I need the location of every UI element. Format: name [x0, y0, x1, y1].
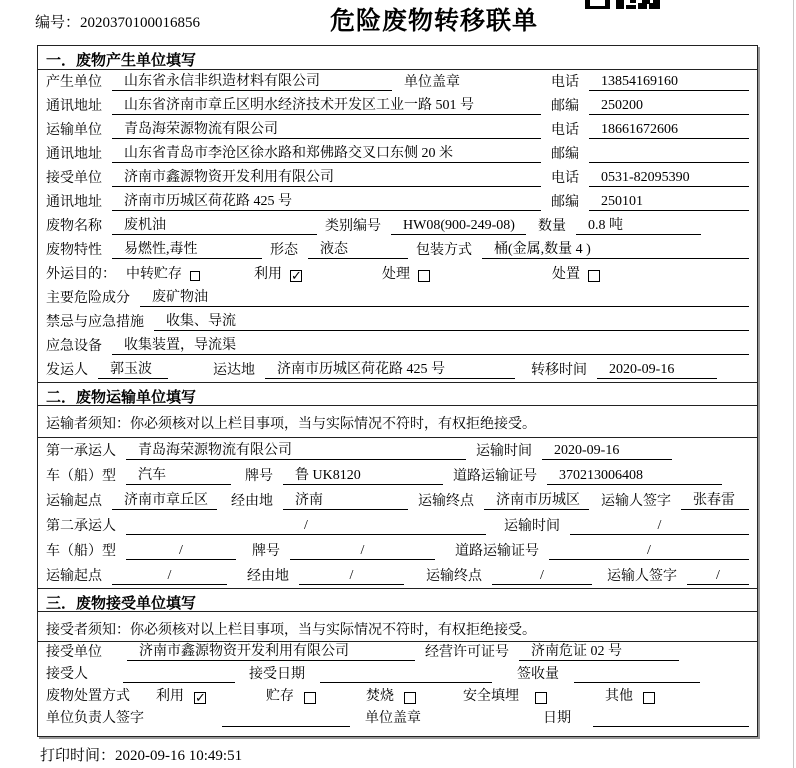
category-code-label: 类别编号: [325, 219, 381, 234]
page-right-edge: [793, 0, 794, 768]
field-route-end-1: 济南市历城区: [484, 493, 589, 510]
field-producer-address: 山东省济南市章丘区明水经济技术开发区工业一路 501 号: [112, 98, 541, 115]
unit-seal-label-2: 单位盖章: [365, 711, 421, 726]
field-transport-time-1: 2020-09-16: [542, 443, 672, 460]
field-carrier-signature-1: 张春雷: [681, 493, 749, 510]
print-time-label: 打印时间：: [40, 748, 116, 764]
other-label: 其他: [605, 689, 633, 704]
row-emergency-measures: [38, 310, 757, 334]
transfer-purpose-label: 外运目的：: [46, 267, 116, 282]
section2-header: 二．废物运输单位填写: [38, 382, 757, 406]
row-producing-unit: [38, 70, 757, 94]
field-road-permit-2: /: [549, 543, 749, 560]
checkbox-other: [643, 692, 655, 704]
row-second-carrier: [38, 513, 757, 538]
field-responsible-signature: [222, 710, 350, 727]
checkbox-transit-storage: [190, 271, 200, 281]
field-consignor: 郭玉波: [98, 362, 168, 379]
field-vehicle-type-2: /: [126, 543, 236, 560]
field-producer-phone: 13854169160: [589, 74, 749, 91]
row-transporter-address: [38, 142, 757, 166]
option-incinerate: [366, 689, 416, 705]
utilize-label: 利用: [254, 267, 282, 282]
transporter-notice: 运输者须知：你必须核对以上栏目事项，当与实际情况不符时，有权拒绝接受。: [38, 406, 757, 438]
transporter-zip-label: 邮编: [551, 147, 579, 162]
field-receiver-phone: 0531-82095390: [589, 170, 749, 187]
transport-time-label-2: 运输时间: [504, 519, 560, 534]
field-transporter-phone: 18661672606: [589, 122, 749, 139]
field-receiver-name: 济南市鑫源物资开发利用有限公司: [112, 170, 541, 187]
storage-label: 贮存: [266, 689, 294, 704]
route-end-label-1: 运输终点: [418, 494, 474, 509]
field-route-start-1: 济南市章丘区: [112, 493, 217, 510]
date-label: 日期: [543, 711, 571, 726]
transporter-phone-label: 电话: [551, 123, 579, 138]
field-plate-number-1: 鲁 UK8120: [283, 468, 443, 485]
vehicle-type-label-1: 车（船）型: [46, 469, 116, 484]
field-road-permit-1: 370213006408: [547, 468, 722, 485]
row-route-2: [38, 563, 757, 588]
utilize-label-2: 利用: [156, 689, 184, 704]
row-producer-address: [38, 94, 757, 118]
field-form-state: 液态: [308, 242, 408, 259]
producer-zip-label: 邮编: [551, 99, 579, 114]
receiver-person-label: 接受人: [46, 667, 88, 682]
field-via-1: 济南: [283, 493, 408, 510]
qr-code-fragment-icon: [585, 0, 663, 9]
receive-date-label: 接受日期: [249, 667, 305, 682]
field-transporter-name: 青岛海荣源物流有限公司: [112, 122, 541, 139]
second-carrier-label: 第二承运人: [46, 519, 116, 534]
route-start-label-1: 运输起点: [46, 494, 102, 509]
field-destination: 济南市历城区荷花路 425 号: [265, 362, 515, 379]
producer-name-label: 产生单位: [46, 75, 102, 90]
page-title: 危险废物转移联单: [330, 7, 539, 35]
hazard-component-label: 主要危险成分: [46, 291, 130, 306]
field-waste-property: 易燃性,毒性: [112, 242, 262, 259]
row-transfer-purpose: [38, 262, 757, 286]
row-waste-property: [38, 238, 757, 262]
receive-unit-label: 接受单位: [46, 645, 102, 660]
receiver-notice: 接受者须知：你必须核对以上栏目事项，当与实际情况不符时，有权拒绝接受。: [38, 612, 757, 642]
field-vehicle-type-1: 汽车: [126, 468, 231, 485]
carrier-signature-label-1: 运输人签字: [601, 494, 671, 509]
field-emergency-measures: 收集、导流: [154, 314, 749, 331]
field-second-carrier: /: [126, 518, 486, 535]
field-route-end-2: /: [492, 568, 592, 585]
field-hazard-component: 废矿物油: [140, 290, 749, 307]
checkbox-storage: [304, 692, 316, 704]
option-other: [605, 689, 655, 705]
road-permit-label-2: 道路运输证号: [455, 544, 539, 559]
landfill-label: 安全填埋: [463, 689, 519, 704]
field-emergency-equipment: 收集装置，导流渠: [112, 338, 749, 355]
first-carrier-label: 第一承运人: [46, 444, 116, 459]
row-waste-name: [38, 214, 757, 238]
section3-header: 三．废物接受单位填写: [38, 588, 757, 612]
serial-label: 编号：: [35, 15, 81, 31]
receiver-phone-label: 电话: [551, 171, 579, 186]
row-vehicle-2: [38, 538, 757, 563]
field-waste-name: 废机油: [112, 218, 317, 235]
form-state-label: 形态: [270, 243, 298, 258]
packaging-label: 包装方式: [416, 243, 472, 258]
field-quantity: 0.8 吨: [576, 218, 701, 235]
serial-number: [35, 11, 200, 32]
unit-seal-label: 单位盖章: [404, 75, 460, 90]
field-producer-zip: 250200: [589, 98, 749, 115]
checkbox-utilize: ✓: [291, 269, 302, 284]
field-receiver-address: 济南市历城区荷花路 425 号: [112, 194, 541, 211]
field-receive-date: [320, 666, 492, 683]
field-via-2: /: [299, 568, 404, 585]
row-receiver-address: [38, 190, 757, 214]
emergency-equipment-label: 应急设备: [46, 339, 102, 354]
field-packaging: 桶(金属,数量 4 ): [482, 242, 749, 259]
responsible-signature-label: 单位负责人签字: [46, 711, 144, 726]
producer-phone-label: 电话: [551, 75, 579, 90]
option-utilize-2: [156, 689, 206, 705]
field-transfer-time: 2020-09-16: [597, 362, 717, 379]
waste-property-label: 废物特性: [46, 243, 102, 258]
business-license-label: 经营许可证号: [425, 645, 509, 660]
destination-label: 运达地: [213, 363, 255, 378]
option-utilize: [254, 267, 302, 283]
transporter-name-label: 运输单位: [46, 123, 102, 138]
field-producer-name: 山东省永信非织造材料有限公司: [112, 74, 392, 91]
quantity-label: 数量: [538, 219, 566, 234]
route-start-label-2: 运输起点: [46, 569, 102, 584]
treat-label: 处理: [382, 267, 410, 282]
row-consignor: [38, 358, 757, 382]
receiver-zip-label: 邮编: [551, 195, 579, 210]
field-transporter-zip: [589, 146, 749, 163]
checkbox-utilize-2: ✓: [195, 691, 206, 706]
transfer-form: [37, 45, 758, 737]
option-transit-storage: [126, 267, 200, 283]
row-receiving-unit: [38, 166, 757, 190]
field-receiver-zip: 250101: [589, 194, 749, 211]
option-storage: [266, 689, 316, 705]
field-route-start-2: /: [112, 568, 227, 585]
field-receiver-person: [123, 666, 235, 683]
field-first-carrier: 青岛海荣源物流有限公司: [126, 443, 466, 460]
checkbox-landfill: [535, 692, 547, 704]
option-dispose: [552, 267, 600, 283]
transfer-time-label: 转移时间: [531, 363, 587, 378]
received-quantity-label: 签收量: [517, 667, 559, 682]
serial-value: 2020370100016856: [80, 15, 201, 31]
row-hazard-component: [38, 286, 757, 310]
row-transport-unit: [38, 118, 757, 142]
dispose-label: 处置: [552, 267, 580, 282]
field-business-license: 济南危证 02 号: [519, 644, 679, 661]
row-vehicle-1: [38, 463, 757, 488]
field-sign-date: [593, 710, 749, 727]
option-landfill: [463, 689, 547, 705]
option-treat: [382, 267, 430, 283]
route-end-label-2: 运输终点: [426, 569, 482, 584]
row-receive-unit-license: [38, 642, 757, 664]
via-label-2: 经由地: [247, 569, 289, 584]
plate-number-label-2: 牌号: [252, 544, 280, 559]
transit-storage-label: 中转贮存: [126, 267, 182, 282]
checkbox-dispose: [588, 270, 600, 282]
field-received-quantity: [574, 666, 700, 683]
consignor-label: 发运人: [46, 363, 88, 378]
field-plate-number-2: /: [290, 543, 435, 560]
incinerate-label: 焚烧: [366, 689, 394, 704]
row-responsible-signature: [38, 708, 757, 730]
field-transport-time-2: /: [570, 518, 749, 535]
via-label-1: 经由地: [231, 494, 273, 509]
row-route-1: [38, 488, 757, 513]
receiver-name-label: 接受单位: [46, 171, 102, 186]
checkbox-incinerate: [404, 692, 416, 704]
field-category-code: HW08(900-249-08): [391, 218, 526, 235]
field-transporter-address: 山东省青岛市李沧区徐水路和郑佛路交叉口东侧 20 米: [112, 146, 541, 163]
emergency-measures-label: 禁忌与应急措施: [46, 315, 144, 330]
row-first-carrier: [38, 438, 757, 463]
transport-time-label-1: 运输时间: [476, 444, 532, 459]
print-time-value: 2020-09-16 10:49:51: [115, 748, 243, 764]
section1-header: 一．废物产生单位填写: [38, 46, 757, 70]
field-receive-unit: 济南市鑫源物资开发利用有限公司: [127, 644, 415, 661]
waste-name-label: 废物名称: [46, 219, 102, 234]
transporter-address-label: 通讯地址: [46, 147, 102, 162]
disposal-method-label: 废物处置方式: [46, 689, 130, 704]
checkbox-treat: [418, 270, 430, 282]
row-emergency-equipment: [38, 334, 757, 358]
vehicle-type-label-2: 车（船）型: [46, 544, 116, 559]
carrier-signature-label-2: 运输人签字: [607, 569, 677, 584]
receiver-address-label: 通讯地址: [46, 195, 102, 210]
row-disposal-method: [38, 686, 757, 708]
field-carrier-signature-2: /: [687, 568, 749, 585]
row-receiver-date: [38, 664, 757, 686]
producer-address-label: 通讯地址: [46, 99, 102, 114]
plate-number-label-1: 牌号: [245, 469, 273, 484]
print-time: [40, 744, 242, 765]
road-permit-label-1: 道路运输证号: [453, 469, 537, 484]
